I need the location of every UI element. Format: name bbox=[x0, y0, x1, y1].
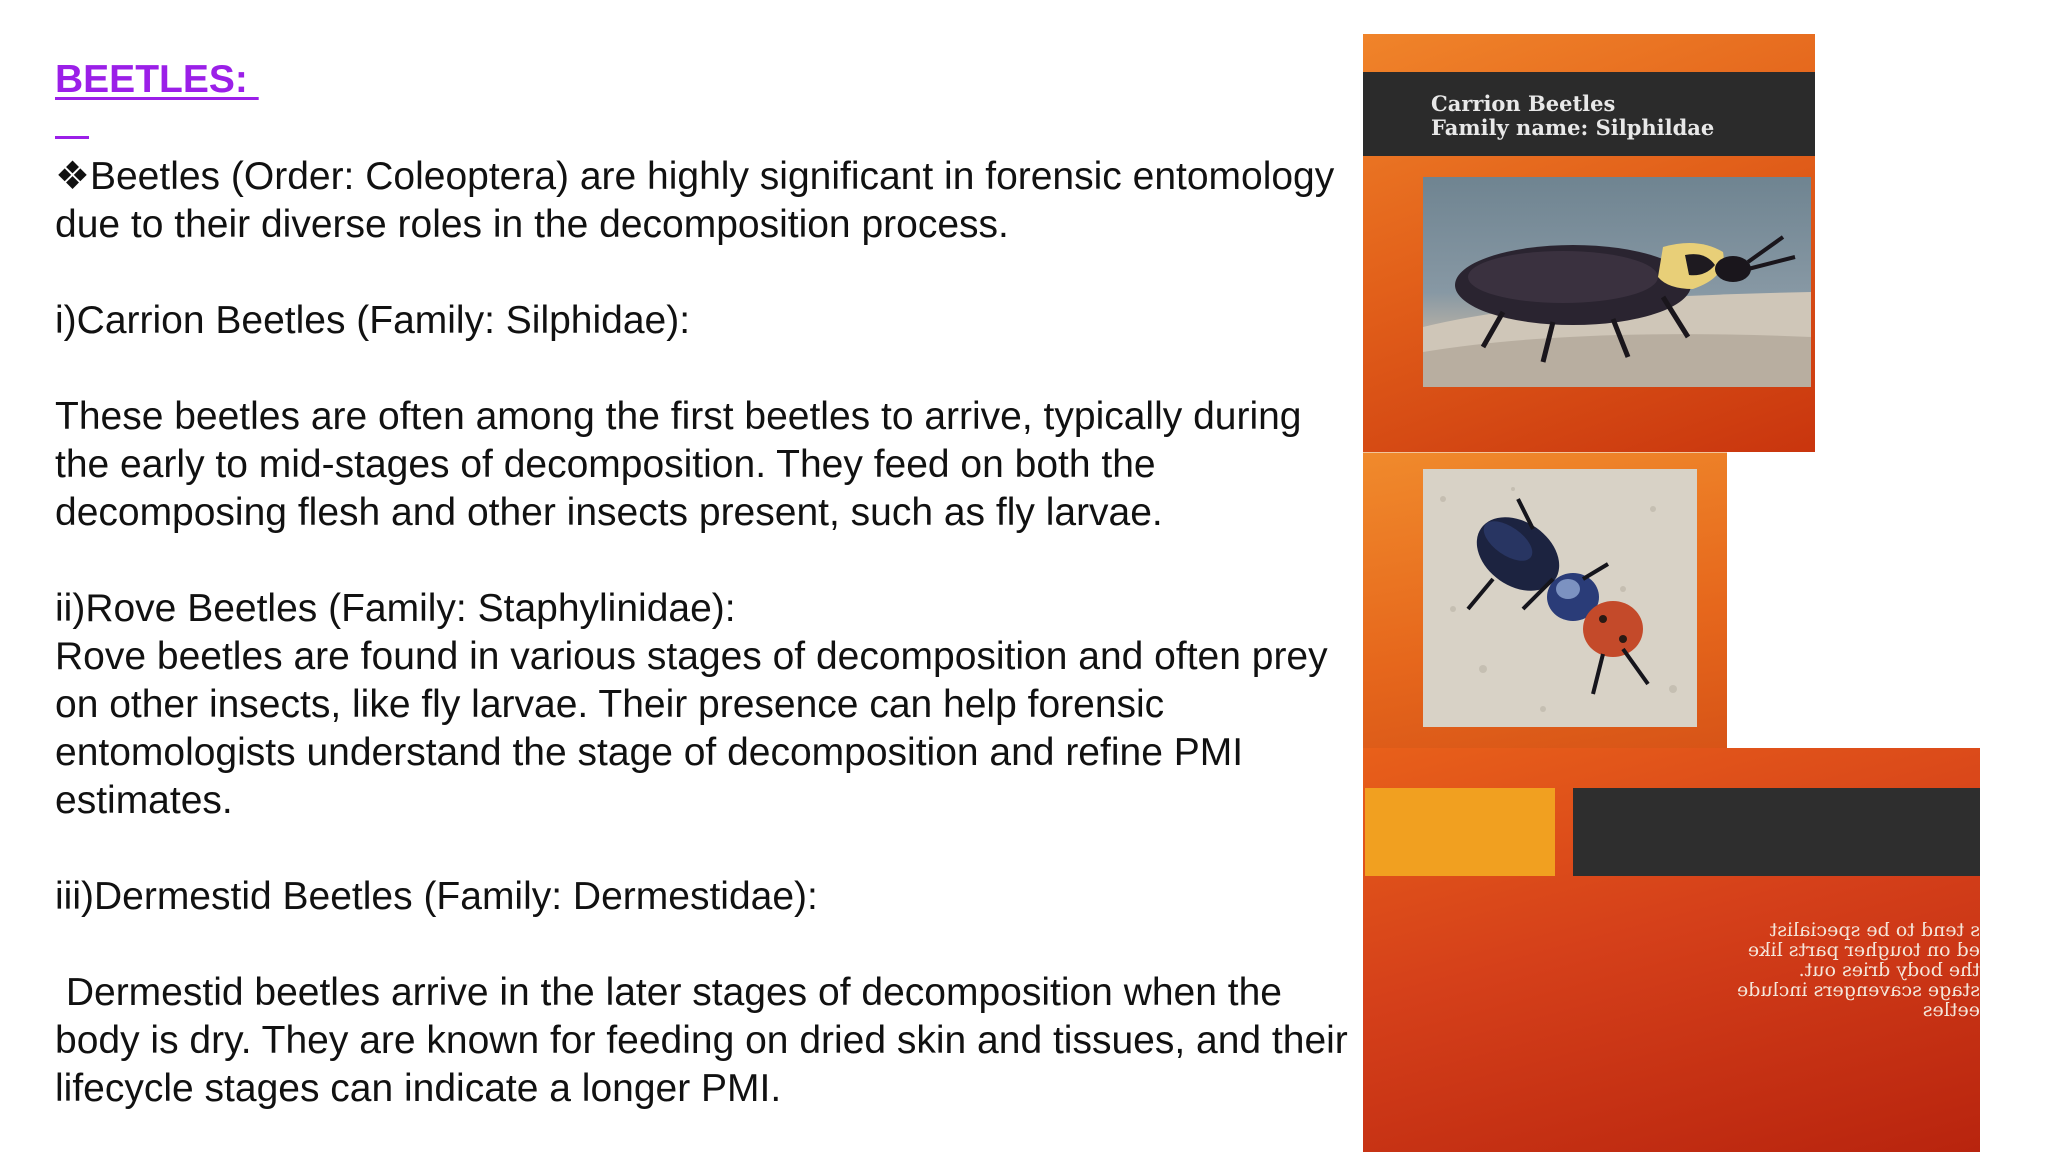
rove-beetle-slide bbox=[1363, 452, 1727, 750]
section-title-carrion: i)Carrion Beetles (Family: Silphidae): bbox=[55, 299, 691, 342]
dermestid-slide bbox=[1363, 748, 1980, 1152]
slide-title-band bbox=[1573, 788, 1980, 876]
heading-beetles: BEETLES: bbox=[55, 58, 259, 101]
slide-title-line1: Carrion Beetles bbox=[1431, 91, 1616, 116]
section-title-rove: ii)Rove Beetles (Family: Staphylinidae): bbox=[55, 587, 736, 630]
slide-mirrored-text: s tend to be specialist ed on tougher parts like the body dries out. stage scavengers include eetles bbox=[1736, 920, 1980, 1020]
slide-title-line2: Family name: Silphildae bbox=[1431, 115, 1715, 140]
carrion-beetle-photo bbox=[1423, 177, 1811, 387]
section-body-dermestid: Dermestid beetles arrive in the later stages of decomposition when the body is dry. They are known for feeding on dried skin and tissues, and their lifecycle stages can indicate a longer PMI. bbox=[55, 971, 1359, 1110]
rove-beetle-photo bbox=[1423, 469, 1697, 727]
rove-beetle-image bbox=[1423, 469, 1697, 727]
slide-title-band bbox=[1363, 72, 1815, 156]
section-title-dermestid: iii)Dermestid Beetles (Family: Dermestidae): bbox=[55, 875, 818, 918]
slide-accent-block bbox=[1365, 788, 1555, 876]
slide-title bbox=[1431, 92, 1714, 140]
intro-paragraph: ❖Beetles (Order: Coleoptera) are highly significant in forensic entomology due to their diverse roles in the decomposition process. bbox=[55, 155, 1346, 246]
heading-underline-stub bbox=[55, 136, 89, 139]
carrion-beetle-slide bbox=[1363, 34, 1815, 452]
section-body-rove: Rove beetles are found in various stages of decomposition and often prey on other insects, like fly larvae. Their presence can help forensic entomologists understand the stage of decomposition and refine PMI estimates. bbox=[55, 635, 1339, 822]
section-body-carrion: These beetles are often among the first beetles to arrive, typically during the early to mid-stages of decomposition. They feed on both the decomposing flesh and other insects present, such as fly larvae. bbox=[55, 395, 1313, 534]
slide-text bbox=[55, 56, 1359, 1113]
carrion-beetle-image bbox=[1423, 177, 1811, 387]
